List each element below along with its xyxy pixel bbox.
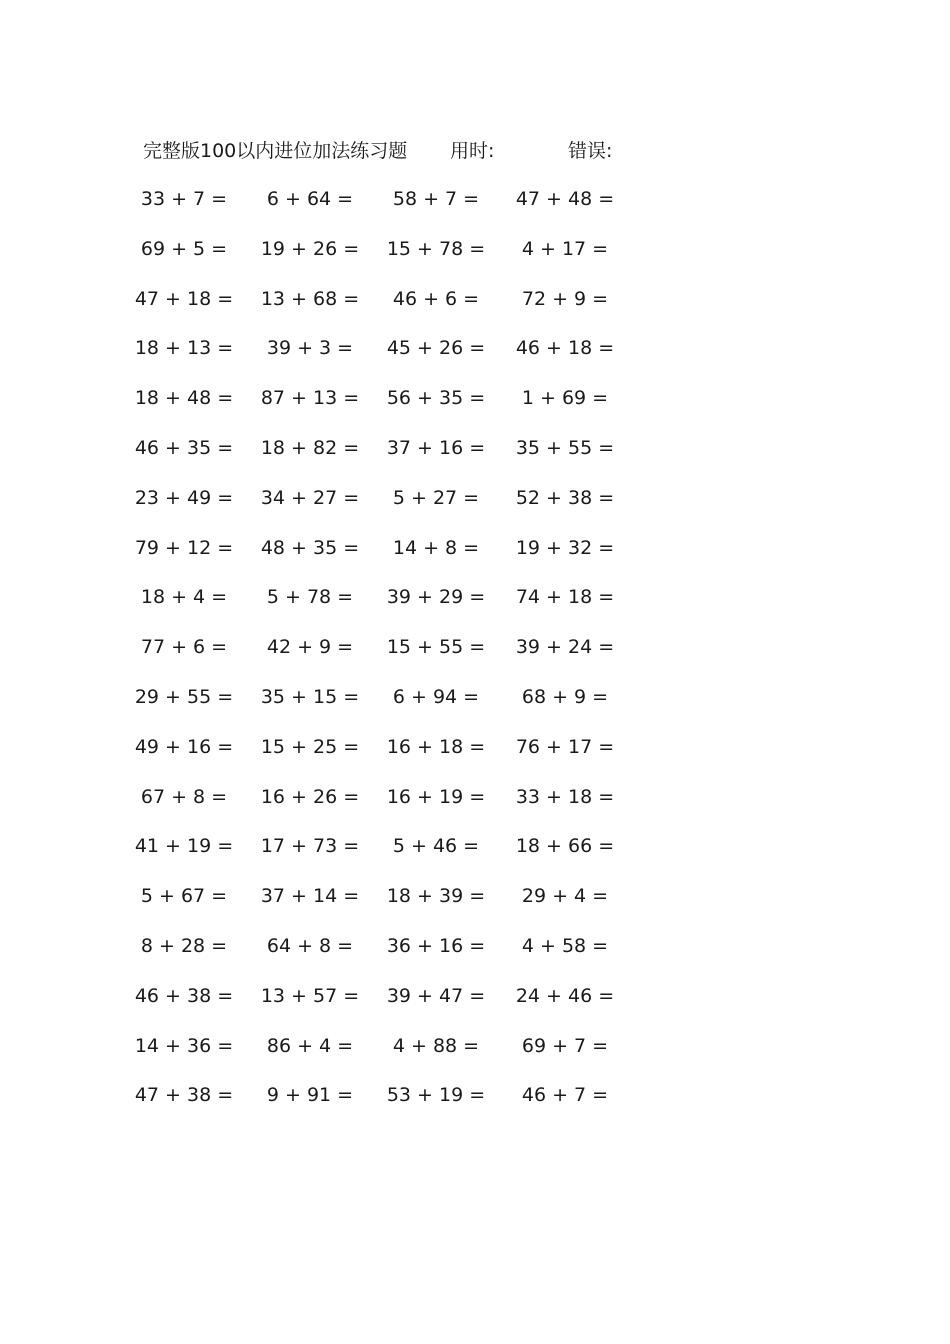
addition-problem: 48 + 35 =	[260, 536, 360, 559]
addition-problem: 17 + 73 =	[260, 835, 360, 858]
addition-problem: 5 + 46 =	[392, 835, 480, 858]
addition-problem: 47 + 48 =	[515, 188, 615, 210]
addition-problem: 15 + 25 =	[260, 735, 360, 758]
time-label: 用时:	[450, 140, 495, 162]
addition-problem: 53 + 19 =	[386, 1084, 486, 1107]
addition-problem: 18 + 48 =	[134, 387, 234, 410]
addition-problem: 15 + 78 =	[386, 237, 486, 260]
addition-problem: 6 + 94 =	[392, 686, 480, 708]
addition-problem: 18 + 39 =	[386, 885, 486, 908]
addition-problem: 37 + 16 =	[386, 437, 486, 459]
addition-problem: 45 + 26 =	[386, 337, 486, 360]
addition-problem: 18 + 82 =	[260, 437, 360, 459]
addition-problem: 4 + 88 =	[392, 1034, 480, 1057]
addition-problem: 69 + 7 =	[521, 1034, 609, 1057]
addition-problem: 16 + 18 =	[386, 735, 486, 758]
addition-problem: 69 + 5 =	[140, 237, 228, 260]
addition-problem: 35 + 55 =	[515, 437, 615, 459]
addition-problem: 39 + 29 =	[386, 586, 486, 609]
addition-problem: 36 + 16 =	[386, 935, 486, 957]
addition-problem: 18 + 4 =	[140, 586, 228, 609]
addition-problem: 41 + 19 =	[134, 835, 234, 858]
addition-problem: 46 + 18 =	[515, 337, 615, 360]
addition-problem: 87 + 13 =	[260, 387, 360, 410]
addition-problem: 23 + 49 =	[134, 486, 234, 509]
error-label: 错误:	[568, 140, 613, 162]
addition-problem: 6 + 64 =	[266, 188, 354, 210]
addition-problem: 64 + 8 =	[266, 935, 354, 957]
addition-problem: 77 + 6 =	[140, 636, 228, 659]
addition-problem: 46 + 7 =	[521, 1084, 609, 1107]
addition-problem: 79 + 12 =	[134, 536, 234, 559]
addition-problem: 39 + 3 =	[266, 337, 354, 360]
addition-problem: 33 + 7 =	[140, 188, 228, 210]
addition-problem: 37 + 14 =	[260, 885, 360, 908]
addition-problem: 5 + 67 =	[140, 885, 228, 908]
addition-problem: 47 + 18 =	[134, 287, 234, 310]
addition-problem: 56 + 35 =	[386, 387, 486, 410]
addition-problem: 39 + 24 =	[515, 636, 615, 659]
addition-problem: 16 + 19 =	[386, 785, 486, 808]
addition-problem: 13 + 68 =	[260, 287, 360, 310]
addition-problem: 13 + 57 =	[260, 984, 360, 1007]
addition-problem: 86 + 4 =	[266, 1034, 354, 1057]
addition-problem: 74 + 18 =	[515, 586, 615, 609]
addition-problem: 67 + 8 =	[140, 785, 228, 808]
addition-problem: 72 + 9 =	[521, 287, 609, 310]
addition-problem: 29 + 4 =	[521, 885, 609, 908]
addition-problem: 1 + 69 =	[521, 387, 609, 410]
addition-problem: 5 + 78 =	[266, 586, 354, 609]
addition-problem: 35 + 15 =	[260, 686, 360, 708]
addition-problem: 19 + 32 =	[515, 536, 615, 559]
addition-problem: 18 + 13 =	[134, 337, 234, 360]
addition-problem: 24 + 46 =	[515, 984, 615, 1007]
addition-problem: 14 + 36 =	[134, 1034, 234, 1057]
addition-problem: 4 + 58 =	[521, 935, 609, 957]
addition-problem: 33 + 18 =	[515, 785, 615, 808]
addition-problem: 49 + 16 =	[134, 735, 234, 758]
addition-problem: 34 + 27 =	[260, 486, 360, 509]
addition-problem: 8 + 28 =	[140, 935, 228, 957]
addition-problem: 14 + 8 =	[392, 536, 480, 559]
addition-problem: 4 + 17 =	[521, 237, 609, 260]
worksheet-title: 完整版100以内进位加法练习题	[143, 140, 408, 162]
addition-problem: 68 + 9 =	[521, 686, 609, 708]
addition-problem: 58 + 7 =	[392, 188, 480, 210]
addition-problem: 16 + 26 =	[260, 785, 360, 808]
addition-problem: 76 + 17 =	[515, 735, 615, 758]
addition-problem: 46 + 38 =	[134, 984, 234, 1007]
addition-problem: 46 + 6 =	[392, 287, 480, 310]
addition-problem: 9 + 91 =	[266, 1084, 354, 1107]
addition-problem: 18 + 66 =	[515, 835, 615, 858]
addition-problem: 5 + 27 =	[392, 486, 480, 509]
addition-problem: 19 + 26 =	[260, 237, 360, 260]
addition-problem: 29 + 55 =	[134, 686, 234, 708]
addition-problem: 15 + 55 =	[386, 636, 486, 659]
addition-problem: 39 + 47 =	[386, 984, 486, 1007]
addition-problem: 47 + 38 =	[134, 1084, 234, 1107]
addition-problem: 52 + 38 =	[515, 486, 615, 509]
addition-problem: 46 + 35 =	[134, 437, 234, 459]
addition-problem: 42 + 9 =	[266, 636, 354, 659]
